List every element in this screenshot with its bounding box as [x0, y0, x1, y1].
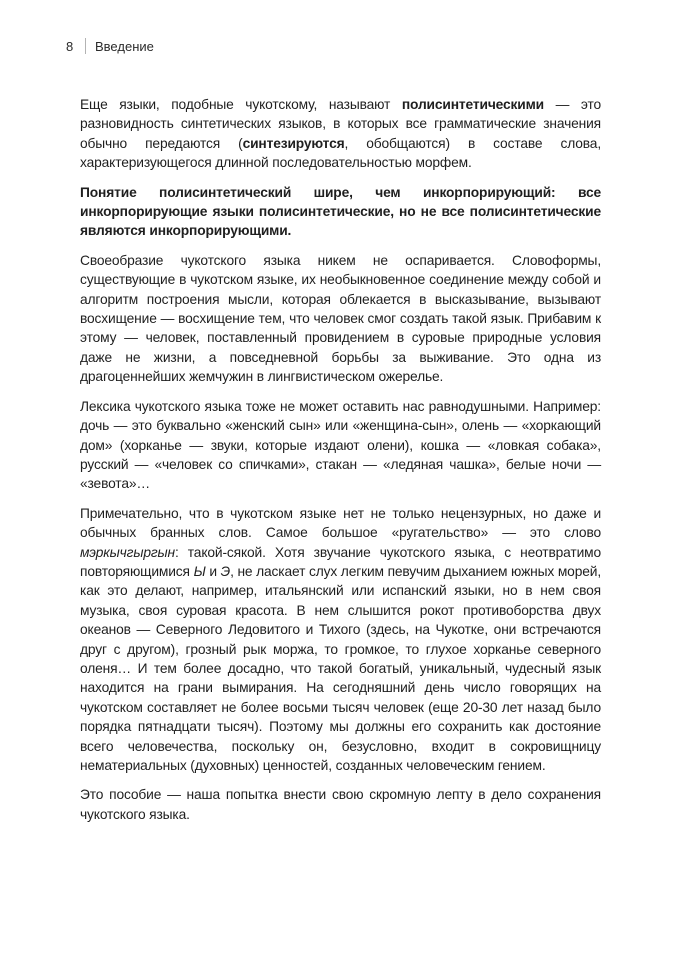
header-divider: [85, 38, 86, 54]
text-run: , не ласкает слух легким певучим дыханием южных морей, как это делают, например, итальянский или испанский языки, но в нем своя музыка, своя суровая красота. В нем слышится рокот противоборства двух океанов — Северного Ледовитого и Тихого (здесь, на Чукотке, они встречаются друг с другом), грозный рык моржа, то громкое, то глухое хорканье северного оленя… И тем более досадно, что такой богатый, уникальный, чудесный язык находится на грани вымирания. На сегодняшний день число говорящих на чукотском составляет не более восьми тысяч человек (еще 20-30 лет назад было порядка пятнадцати тысяч). Поэтому мы должны его сохранить как достояние всего человечества, поскольку он, безусловно, входит в сокровищницу нематериальных (духовных) ценностей, созданных человеческим гением.: [80, 563, 601, 773]
bold-text-run: Понятие полисинтетический шире, чем инкорпорирующий: все инкорпорирующие языки полисинтетические, но не все полисинтетические являются инкорпорирующими.: [80, 184, 601, 239]
italic-text-run: мэркычгыргын: [80, 544, 175, 560]
text-run: : такой-сякой. Хотя звучание чукотского языка, с неотвратимо повторяющимися: [80, 544, 601, 579]
page-body: [80, 95, 601, 824]
text-run: и: [205, 563, 221, 579]
section-title: Введение: [95, 38, 154, 54]
paragraph: [80, 183, 601, 241]
page-header: [66, 38, 681, 54]
text-run: , обобщаются) в составе слова, характеризующегося длинной последовательностью морфем.: [80, 135, 601, 171]
text-run: Это пособие — наша попытка внести свою скромную лепту в дело сохранения чукотского языка.: [80, 787, 601, 822]
bold-text-run: синтезируются: [242, 135, 345, 151]
text-run: Еще языки, подобные чукотскому, называют: [80, 97, 402, 112]
text-run: — это разновидность синтетических языков, в которых все грамматические значения обычно передаются (: [80, 97, 601, 151]
text-run: Своеобразие чукотского языка никем не оспаривается. Словоформы, существующие в чукотском языке, их необыкновенное соединение между собой и алгоритм построения мысли, которая облекается в высказывание, вызывают восхищение — восхищение тем, что человек смог создать такой язык. Прибавим к этому — человек, поставленный провидением в суровые природные условия даже не жизни, а повседневной борьбы за выживание. Это одна из драгоценнейших жемчужин в лингвистическом ожерелье.: [80, 252, 601, 385]
page-number: 8: [66, 38, 74, 54]
bold-text-run: полисинтетическими: [401, 97, 545, 112]
italic-text-run: Ы: [193, 563, 206, 579]
paragraph: [80, 95, 601, 173]
paragraph: [80, 504, 601, 776]
text-run: Примечательно, что в чукотском языке нет не только нецензурных, но даже и обычных бранных слов. Самое большое «ругательство» — это слово: [80, 505, 601, 541]
text-run: Лексика чукотского языка тоже не может оставить нас равнодушными. Например: дочь — это буквально «женский сын» или «женщина-сын», олень — «хоркающий дом» (хорканье — звуки, которые издают олени), кошка — «ловкая собака», русский — «человек со спичками», стакан — «ледяная чашка», белые ночи — «зевота»…: [80, 398, 601, 492]
italic-text-run: Э: [220, 563, 231, 579]
paragraph: [80, 251, 601, 387]
paragraph: [80, 397, 601, 494]
paragraph: [80, 785, 601, 824]
